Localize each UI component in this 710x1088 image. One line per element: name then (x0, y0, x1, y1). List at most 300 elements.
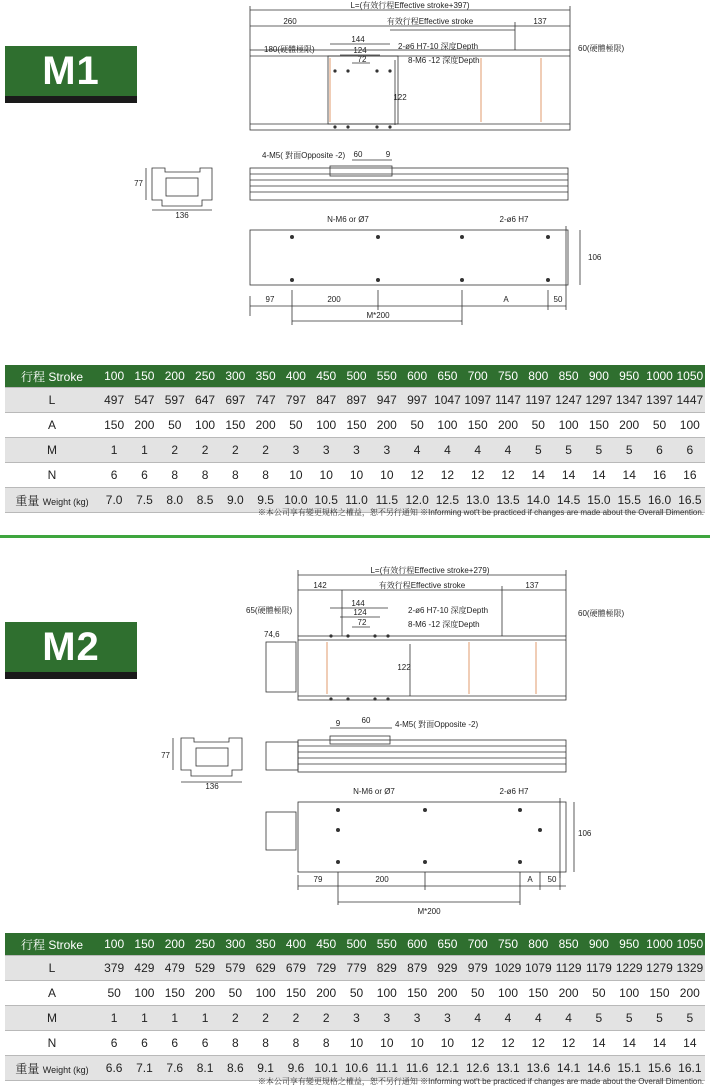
stroke-cell: 1000 (644, 365, 674, 388)
table-cell: 200 (250, 413, 280, 438)
table-cell: 200 (675, 981, 705, 1006)
weight-cell: 7.0 (99, 488, 129, 513)
weight-cell: 15.5 (614, 488, 644, 513)
stroke-cell: 150 (129, 365, 159, 388)
table-cell: 629 (250, 956, 280, 981)
weight-cell: 11.1 (372, 1056, 402, 1081)
table-cell: 200 (493, 413, 523, 438)
table-cell: 879 (402, 956, 432, 981)
table-cell: 1197 (523, 388, 553, 413)
table-cell: 997 (402, 388, 432, 413)
table-header-row (5, 365, 705, 388)
svg-text:60: 60 (353, 150, 363, 159)
table-cell: 6 (675, 438, 705, 463)
table-cell: 3 (402, 1006, 432, 1031)
svg-text:60(硬體極限): 60(硬體極限) (578, 44, 625, 53)
table-cell: 529 (190, 956, 220, 981)
table-row (5, 1006, 705, 1031)
table-header-row (5, 933, 705, 956)
table-cell: 1029 (493, 956, 523, 981)
svg-text:N-M6 or Ø7: N-M6 or Ø7 (327, 215, 369, 224)
svg-text:M*200: M*200 (417, 907, 441, 916)
table-cell: 100 (553, 413, 583, 438)
table-cell: 1447 (675, 388, 705, 413)
weight-cell: 16.5 (675, 488, 705, 513)
table-cell: 979 (463, 956, 493, 981)
svg-text:122: 122 (397, 663, 411, 672)
table-cell: 6 (160, 1031, 190, 1056)
table-cell: 1129 (553, 956, 583, 981)
svg-text:77: 77 (134, 179, 143, 188)
weight-label: 重量 Weight (kg) (5, 1056, 99, 1081)
table-cell: 10 (341, 463, 371, 488)
table-cell: 5 (584, 1006, 614, 1031)
table-cell: 1 (190, 1006, 220, 1031)
table-cell: 100 (190, 413, 220, 438)
weight-cell: 9.1 (250, 1056, 280, 1081)
table-cell: 2 (220, 438, 250, 463)
svg-text:79: 79 (313, 875, 323, 884)
table-cell: 12 (432, 463, 462, 488)
svg-text:2-ø6 H7: 2-ø6 H7 (499, 215, 529, 224)
weight-cell: 11.5 (372, 488, 402, 513)
stroke-cell: 250 (190, 365, 220, 388)
table-cell: 6 (99, 463, 129, 488)
table-cell: 497 (99, 388, 129, 413)
m1-spec-table (5, 365, 705, 513)
weight-cell: 16.1 (675, 1056, 705, 1081)
table-cell: 1047 (432, 388, 462, 413)
stroke-header-label: 行程 Stroke (5, 933, 99, 956)
table-cell: 2 (250, 1006, 280, 1031)
table-cell: 200 (129, 413, 159, 438)
table-cell: 4 (493, 438, 523, 463)
weight-cell: 12.5 (432, 488, 462, 513)
weight-cell: 16.0 (644, 488, 674, 513)
row-label: A (5, 981, 99, 1006)
table-cell: 4 (463, 438, 493, 463)
weight-cell: 12.0 (402, 488, 432, 513)
table-cell: 12 (523, 1031, 553, 1056)
table-cell: 579 (220, 956, 250, 981)
table-cell: 697 (220, 388, 250, 413)
table-cell: 1079 (523, 956, 553, 981)
table-cell: 14 (675, 1031, 705, 1056)
table-cell: 5 (584, 438, 614, 463)
svg-text:77: 77 (161, 751, 170, 760)
stroke-cell: 1050 (675, 933, 705, 956)
table-cell: 200 (372, 413, 402, 438)
table-cell: 5 (553, 438, 583, 463)
table-row (5, 1031, 705, 1056)
m1-note: ※本公司享有變更規格之權益，恕不另行通知 ※Informing wot't be practiced if changes are made about the Overall Dimention. (257, 508, 704, 517)
table-cell: 8 (281, 1031, 311, 1056)
table-cell: 200 (432, 981, 462, 1006)
table-cell: 1329 (675, 956, 705, 981)
svg-text:2-ø6 H7: 2-ø6 H7 (499, 787, 529, 796)
table-cell: 829 (372, 956, 402, 981)
table-cell: 1147 (493, 388, 523, 413)
table-cell: 200 (614, 413, 644, 438)
table-cell: 2 (220, 1006, 250, 1031)
stroke-cell: 600 (402, 933, 432, 956)
stroke-cell: 650 (432, 933, 462, 956)
stroke-cell: 550 (372, 933, 402, 956)
table-cell: 200 (311, 981, 341, 1006)
table-cell: 12 (463, 1031, 493, 1056)
weight-cell: 14.0 (523, 488, 553, 513)
weight-cell: 10.5 (311, 488, 341, 513)
table-cell: 100 (372, 981, 402, 1006)
stroke-cell: 300 (220, 933, 250, 956)
stroke-cell: 500 (341, 933, 371, 956)
table-cell: 1279 (644, 956, 674, 981)
table-cell: 2 (281, 1006, 311, 1031)
table-cell: 797 (281, 388, 311, 413)
table-cell: 8 (220, 463, 250, 488)
svg-text:M*200: M*200 (366, 311, 390, 320)
table-cell: 100 (614, 981, 644, 1006)
table-cell: 14 (644, 1031, 674, 1056)
table-cell: 1297 (584, 388, 614, 413)
row-label: N (5, 1031, 99, 1056)
table-cell: 50 (99, 981, 129, 1006)
weight-cell: 7.5 (129, 488, 159, 513)
table-cell: 1247 (553, 388, 583, 413)
svg-text:260: 260 (283, 17, 297, 26)
svg-text:106: 106 (578, 829, 592, 838)
svg-text:9: 9 (385, 150, 391, 159)
stroke-cell: 950 (614, 933, 644, 956)
table-cell: 4 (463, 1006, 493, 1031)
svg-text:122: 122 (393, 93, 407, 102)
weight-cell: 14.5 (553, 488, 583, 513)
m2-spec-table (5, 933, 705, 1081)
row-label: N (5, 463, 99, 488)
table-cell: 1 (129, 1006, 159, 1031)
table-cell: 1229 (614, 956, 644, 981)
table-cell: 4 (553, 1006, 583, 1031)
svg-text:144: 144 (351, 35, 365, 44)
row-label: L (5, 388, 99, 413)
stroke-cell: 800 (523, 365, 553, 388)
stroke-cell: 400 (281, 933, 311, 956)
svg-text:50: 50 (547, 875, 557, 884)
table-cell: 50 (644, 413, 674, 438)
m1-technical-drawing (0, 0, 710, 350)
weight-cell: 9.0 (220, 488, 250, 513)
weight-cell: 8.5 (190, 488, 220, 513)
svg-text:142: 142 (313, 581, 327, 590)
table-cell: 10 (402, 1031, 432, 1056)
row-label: M (5, 438, 99, 463)
stroke-cell: 200 (160, 933, 190, 956)
table-cell: 100 (311, 413, 341, 438)
weight-cell: 15.0 (584, 488, 614, 513)
table-cell: 3 (311, 438, 341, 463)
table-cell: 8 (220, 1031, 250, 1056)
table-cell: 479 (160, 956, 190, 981)
section-separator (0, 535, 710, 538)
table-cell: 150 (341, 413, 371, 438)
table-cell: 50 (341, 981, 371, 1006)
svg-text:72: 72 (357, 618, 367, 627)
table-cell: 50 (281, 413, 311, 438)
table-cell: 14 (523, 463, 553, 488)
svg-text:200: 200 (327, 295, 341, 304)
m2-technical-drawing (0, 560, 710, 920)
table-cell: 5 (614, 438, 644, 463)
weight-cell: 12.6 (463, 1056, 493, 1081)
table-cell: 3 (372, 438, 402, 463)
weight-label: 重量 Weight (kg) (5, 488, 99, 513)
weight-cell: 10.1 (311, 1056, 341, 1081)
table-row (5, 463, 705, 488)
svg-text:137: 137 (525, 581, 539, 590)
table-cell: 50 (402, 413, 432, 438)
svg-text:A: A (503, 295, 509, 304)
table-cell: 150 (402, 981, 432, 1006)
table-cell: 5 (675, 1006, 705, 1031)
table-cell: 12 (402, 463, 432, 488)
table-cell: 6 (190, 1031, 220, 1056)
table-cell: 2 (160, 438, 190, 463)
svg-text:136: 136 (175, 211, 189, 220)
table-cell: 12 (493, 463, 523, 488)
stroke-cell: 450 (311, 365, 341, 388)
table-cell: 10 (311, 463, 341, 488)
table-cell: 150 (584, 413, 614, 438)
table-cell: 947 (372, 388, 402, 413)
svg-text:65(硬體極限): 65(硬體極限) (246, 606, 293, 615)
stroke-cell: 550 (372, 365, 402, 388)
stroke-cell: 900 (584, 365, 614, 388)
table-cell: 4 (432, 438, 462, 463)
table-cell: 50 (463, 981, 493, 1006)
table-cell: 3 (281, 438, 311, 463)
table-cell: 8 (190, 463, 220, 488)
weight-cell: 8.6 (220, 1056, 250, 1081)
svg-text:9: 9 (335, 719, 341, 728)
table-cell: 6 (99, 1031, 129, 1056)
table-cell: 12 (553, 1031, 583, 1056)
svg-text:180(硬體極限): 180(硬體極限) (264, 45, 315, 54)
svg-text:4-M5( 對面Opposite -2): 4-M5( 對面Opposite -2) (262, 151, 346, 160)
table-cell: 100 (493, 981, 523, 1006)
svg-text:74,6: 74,6 (264, 630, 280, 639)
table-cell: 10 (341, 1031, 371, 1056)
stroke-cell: 700 (463, 365, 493, 388)
table-cell: 14 (584, 463, 614, 488)
svg-text:A: A (527, 875, 533, 884)
stroke-cell: 700 (463, 933, 493, 956)
table-cell: 4 (402, 438, 432, 463)
table-cell: 2 (311, 1006, 341, 1031)
table-cell: 14 (614, 463, 644, 488)
stroke-cell: 750 (493, 365, 523, 388)
table-cell: 10 (372, 1031, 402, 1056)
stroke-cell: 400 (281, 365, 311, 388)
weight-cell: 15.6 (644, 1056, 674, 1081)
svg-text:50: 50 (553, 295, 563, 304)
table-cell: 150 (281, 981, 311, 1006)
table-cell: 100 (250, 981, 280, 1006)
stroke-cell: 800 (523, 933, 553, 956)
svg-text:124: 124 (353, 608, 367, 617)
table-cell: 50 (584, 981, 614, 1006)
stroke-cell: 850 (553, 933, 583, 956)
table-cell: 150 (160, 981, 190, 1006)
table-cell: 8 (250, 463, 280, 488)
svg-text:2-ø6 H7-10 深度Depth: 2-ø6 H7-10 深度Depth (398, 42, 479, 51)
table-cell: 16 (675, 463, 705, 488)
svg-text:97: 97 (265, 295, 275, 304)
m2-dim-L: L=(有效行程Effective stroke+279) (370, 566, 490, 575)
table-cell: 200 (553, 981, 583, 1006)
m2-note: ※本公司享有變更規格之權益，恕不另行通知 ※Informing wot't be practiced if changes are made about the Overall Dimention. (257, 1077, 704, 1086)
table-cell: 1 (99, 438, 129, 463)
stroke-cell: 250 (190, 933, 220, 956)
weight-cell: 11.6 (402, 1056, 432, 1081)
svg-text:124: 124 (353, 46, 367, 55)
table-cell: 429 (129, 956, 159, 981)
weight-cell: 12.1 (432, 1056, 462, 1081)
table-cell: 10 (281, 463, 311, 488)
weight-cell: 10.0 (281, 488, 311, 513)
table-cell: 747 (250, 388, 280, 413)
table-cell: 150 (220, 413, 250, 438)
table-cell: 547 (129, 388, 159, 413)
row-label: A (5, 413, 99, 438)
table-cell: 12 (493, 1031, 523, 1056)
weight-cell: 14.6 (584, 1056, 614, 1081)
table-row (5, 413, 705, 438)
table-cell: 597 (160, 388, 190, 413)
weight-cell: 8.0 (160, 488, 190, 513)
table-cell: 150 (644, 981, 674, 1006)
svg-text:2-ø6 H7-10 深度Depth: 2-ø6 H7-10 深度Depth (408, 606, 489, 615)
stroke-cell: 100 (99, 933, 129, 956)
table-cell: 1097 (463, 388, 493, 413)
weight-cell: 6.6 (99, 1056, 129, 1081)
svg-text:60: 60 (361, 716, 371, 725)
weight-cell: 9.6 (281, 1056, 311, 1081)
table-cell: 10 (432, 1031, 462, 1056)
table-cell: 12 (463, 463, 493, 488)
table-cell: 1 (99, 1006, 129, 1031)
stroke-cell: 350 (250, 365, 280, 388)
table-cell: 1397 (644, 388, 674, 413)
table-cell: 10 (372, 463, 402, 488)
table-cell: 1347 (614, 388, 644, 413)
table-cell: 14 (584, 1031, 614, 1056)
stroke-header-label: 行程 Stroke (5, 365, 99, 388)
stroke-cell: 450 (311, 933, 341, 956)
stroke-cell: 500 (341, 365, 371, 388)
stroke-cell: 1000 (644, 933, 674, 956)
table-cell: 6 (644, 438, 674, 463)
table-cell: 1 (160, 1006, 190, 1031)
stroke-cell: 900 (584, 933, 614, 956)
weight-cell: 13.0 (463, 488, 493, 513)
weight-cell: 13.1 (493, 1056, 523, 1081)
weight-cell: 9.5 (250, 488, 280, 513)
weight-cell: 14.1 (553, 1056, 583, 1081)
stroke-cell: 350 (250, 933, 280, 956)
svg-text:137: 137 (533, 17, 547, 26)
table-cell: 897 (341, 388, 371, 413)
table-cell: 5 (523, 438, 553, 463)
stroke-cell: 750 (493, 933, 523, 956)
stroke-cell: 200 (160, 365, 190, 388)
row-label: M (5, 1006, 99, 1031)
svg-text:200: 200 (375, 875, 389, 884)
table-cell: 150 (523, 981, 553, 1006)
table-row (5, 388, 705, 413)
table-cell: 5 (614, 1006, 644, 1031)
table-cell: 647 (190, 388, 220, 413)
table-cell: 8 (311, 1031, 341, 1056)
table-cell: 14 (553, 463, 583, 488)
table-cell: 6 (129, 463, 159, 488)
table-cell: 1 (129, 438, 159, 463)
table-cell: 2 (250, 438, 280, 463)
table-cell: 3 (372, 1006, 402, 1031)
svg-text:72: 72 (357, 55, 367, 64)
stroke-cell: 100 (99, 365, 129, 388)
svg-text:106: 106 (588, 253, 602, 262)
table-cell: 3 (341, 438, 371, 463)
weight-cell: 10.6 (341, 1056, 371, 1081)
svg-text:有效行程Effective stroke: 有效行程Effective stroke (378, 581, 466, 590)
m1-badge: M1 (5, 46, 137, 103)
table-cell: 379 (99, 956, 129, 981)
table-cell: 50 (220, 981, 250, 1006)
m1-dim-L: L=(有效行程Effective stroke+397) (350, 1, 470, 10)
weight-cell: 13.5 (493, 488, 523, 513)
stroke-cell: 600 (402, 365, 432, 388)
svg-text:144: 144 (351, 599, 365, 608)
table-cell: 847 (311, 388, 341, 413)
table-cell: 929 (432, 956, 462, 981)
row-label: L (5, 956, 99, 981)
table-cell: 8 (160, 463, 190, 488)
stroke-cell: 1050 (675, 365, 705, 388)
table-cell: 50 (523, 413, 553, 438)
table-cell: 100 (675, 413, 705, 438)
table-cell: 6 (129, 1031, 159, 1056)
weight-cell: 11.0 (341, 488, 371, 513)
table-cell: 150 (99, 413, 129, 438)
table-cell: 8 (250, 1031, 280, 1056)
table-cell: 4 (493, 1006, 523, 1031)
weight-cell: 7.1 (129, 1056, 159, 1081)
table-cell: 100 (129, 981, 159, 1006)
table-row (5, 981, 705, 1006)
table-cell: 16 (644, 463, 674, 488)
svg-text:136: 136 (205, 782, 219, 791)
table-cell: 729 (311, 956, 341, 981)
weight-cell: 8.1 (190, 1056, 220, 1081)
table-cell: 3 (341, 1006, 371, 1031)
weight-cell: 13.6 (523, 1056, 553, 1081)
svg-text:60(硬體極限): 60(硬體極限) (578, 609, 625, 618)
weight-cell: 15.1 (614, 1056, 644, 1081)
table-cell: 150 (463, 413, 493, 438)
svg-text:4-M5( 對面Opposite -2): 4-M5( 對面Opposite -2) (395, 720, 479, 729)
table-cell: 50 (160, 413, 190, 438)
svg-text:有效行程Effective stroke: 有效行程Effective stroke (386, 17, 474, 26)
